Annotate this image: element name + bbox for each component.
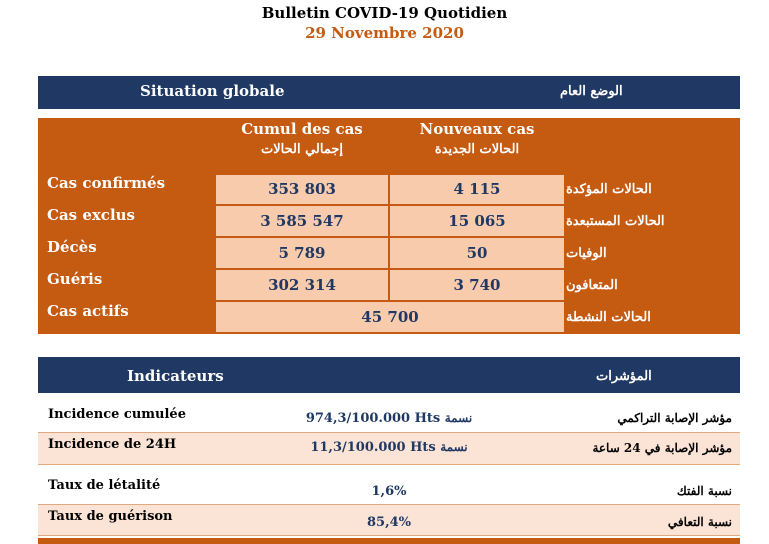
row-label-deaths: Décès xyxy=(47,238,97,256)
indicator-value xyxy=(38,484,740,499)
value-confirmed-cumul: 353 803 xyxy=(216,175,388,204)
col-header-cumul-fr: Cumul des cas xyxy=(241,120,363,138)
indicator-value-unit-ar: نسمة xyxy=(440,440,468,454)
indicator-label-ar: نسبة التعافي xyxy=(667,515,732,529)
bulletin-title: Bulletin COVID-19 Quotidien xyxy=(261,4,508,22)
col-header-cumul xyxy=(216,120,388,174)
row-label-confirmed-ar: الحالات المؤكدة xyxy=(566,182,652,197)
row-label-active-ar: الحالات النشطة xyxy=(566,310,651,325)
value-recovered-new: 3 740 xyxy=(390,270,564,300)
row-label-excluded-ar: الحالات المستبعدة xyxy=(566,214,665,229)
indicator-label-ar: مؤشر الإصابة التراكمي xyxy=(617,411,732,425)
row-label-confirmed: Cas confirmés xyxy=(47,174,166,192)
indicator-row xyxy=(38,433,740,465)
indicator-row xyxy=(38,404,740,433)
col-header-new xyxy=(390,120,564,174)
col-header-cumul-ar: إجمالي الحالات xyxy=(260,142,344,157)
indicator-value-text: 1,6% xyxy=(371,484,407,499)
indicator-label-fr: Taux de létalité xyxy=(48,478,161,493)
indicators-title-fr: Indicateurs xyxy=(127,367,224,385)
row-label-excluded: Cas exclus xyxy=(47,206,135,224)
indicators-title-ar: المؤشرات xyxy=(596,369,652,384)
indicator-row xyxy=(38,505,740,536)
value-excluded-cumul: 3 585 547 xyxy=(216,206,388,236)
global-section-header xyxy=(38,76,740,109)
col-header-new-ar: الحالات الجديدة xyxy=(434,142,520,157)
indicator-value xyxy=(38,515,740,530)
global-title-fr: Situation globale xyxy=(140,82,285,100)
indicator-value-unit-ar: نسمة xyxy=(444,411,473,425)
indicator-label-ar: مؤشر الإصابة في 24 ساعة xyxy=(592,441,732,455)
value-deaths-cumul: 5 789 xyxy=(216,238,388,268)
value-excluded-new: 15 065 xyxy=(390,206,564,236)
row-label-active: Cas actifs xyxy=(47,302,129,320)
indicator-label-fr: Incidence de 24H xyxy=(48,437,177,452)
indicator-value-text: 974,3/100.000 Hts xyxy=(305,411,441,426)
indicator-row xyxy=(38,474,740,505)
row-label-deaths-ar: الوفيات xyxy=(566,246,607,261)
col-header-new-fr: Nouveaux cas xyxy=(419,120,535,138)
indicator-label-ar: نسبة الفتك xyxy=(676,484,732,498)
indicator-label-fr: Incidence cumulée xyxy=(48,407,186,422)
indicators-section-header xyxy=(38,357,740,393)
global-title-ar: الوضع العام xyxy=(560,84,623,99)
global-table xyxy=(38,118,740,334)
value-active: 45 700 xyxy=(216,302,564,332)
indicator-value-text: 11,3/100.000 Hts xyxy=(310,440,436,455)
value-confirmed-new: 4 115 xyxy=(390,175,564,204)
indicator-label-fr: Taux de guérison xyxy=(48,509,173,524)
next-row-cutoff xyxy=(38,538,740,544)
value-deaths-new: 50 xyxy=(390,238,564,268)
row-label-recovered: Guéris xyxy=(47,270,103,288)
indicator-value-text: 85,4% xyxy=(366,515,411,530)
value-recovered-cumul: 302 314 xyxy=(216,270,388,300)
bulletin-date: 29 Novembre 2020 xyxy=(305,24,464,42)
row-label-recovered-ar: المتعافون xyxy=(566,278,618,293)
